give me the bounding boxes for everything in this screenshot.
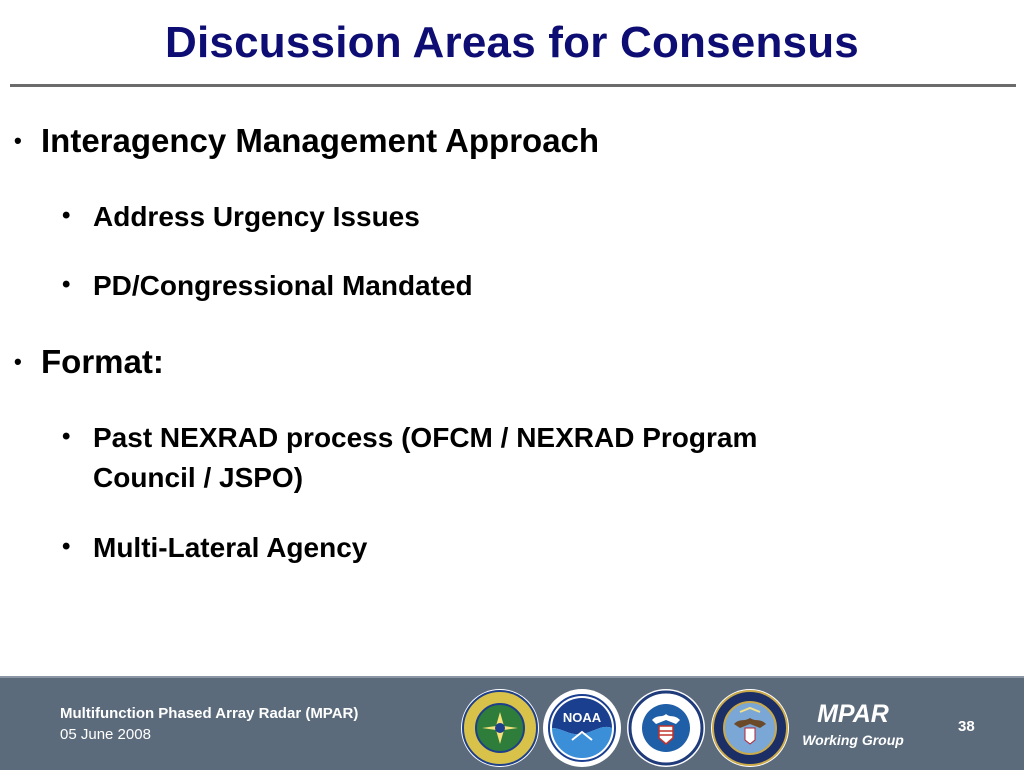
sub-bullet-item	[62, 418, 757, 498]
slide-title: Discussion Areas for Consensus	[165, 18, 859, 67]
bullet-text: PD/Congressional Mandated	[93, 270, 473, 301]
svg-text:NOAA: NOAA	[562, 710, 602, 725]
page-number: 38	[958, 718, 975, 735]
mpar-logo	[798, 700, 908, 748]
sub-bullet-item	[62, 197, 420, 237]
bullet-text: Address Urgency Issues	[93, 201, 420, 232]
bullet-text-line2: Council / JSPO)	[93, 462, 304, 493]
dhs-seal-icon	[626, 688, 706, 768]
faa-seal-icon	[460, 688, 540, 768]
title-divider	[10, 84, 1016, 87]
sub-bullet-item	[62, 528, 367, 568]
bullet-glyph: •	[62, 202, 71, 229]
sub-bullet-item	[62, 266, 473, 306]
bullet-glyph: •	[62, 423, 71, 450]
bullet-text-line1: Past NEXRAD process (OFCM / NEXRAD Program	[93, 422, 758, 453]
bullet-item	[14, 121, 599, 161]
bullet-text: Interagency Management Approach	[41, 122, 600, 159]
slide-footer	[0, 676, 1024, 770]
presentation-date: 05 June 2008	[60, 726, 151, 743]
presentation-title: Multifunction Phased Array Radar (MPAR)	[60, 705, 359, 722]
bullet-glyph: •	[14, 128, 22, 153]
bullet-glyph: •	[62, 533, 71, 560]
bullet-glyph: •	[62, 271, 71, 298]
dod-seal-icon	[710, 688, 790, 768]
bullet-item	[14, 342, 164, 382]
mpar-logo-subtitle: Working Group	[802, 732, 904, 748]
bullet-text: Format:	[41, 343, 164, 380]
bullet-text	[93, 418, 757, 498]
bullet-text: Multi-Lateral Agency	[93, 532, 368, 563]
mpar-logo-name: MPAR	[817, 700, 889, 728]
noaa-seal-icon	[542, 688, 622, 768]
bullet-glyph: •	[14, 349, 22, 374]
